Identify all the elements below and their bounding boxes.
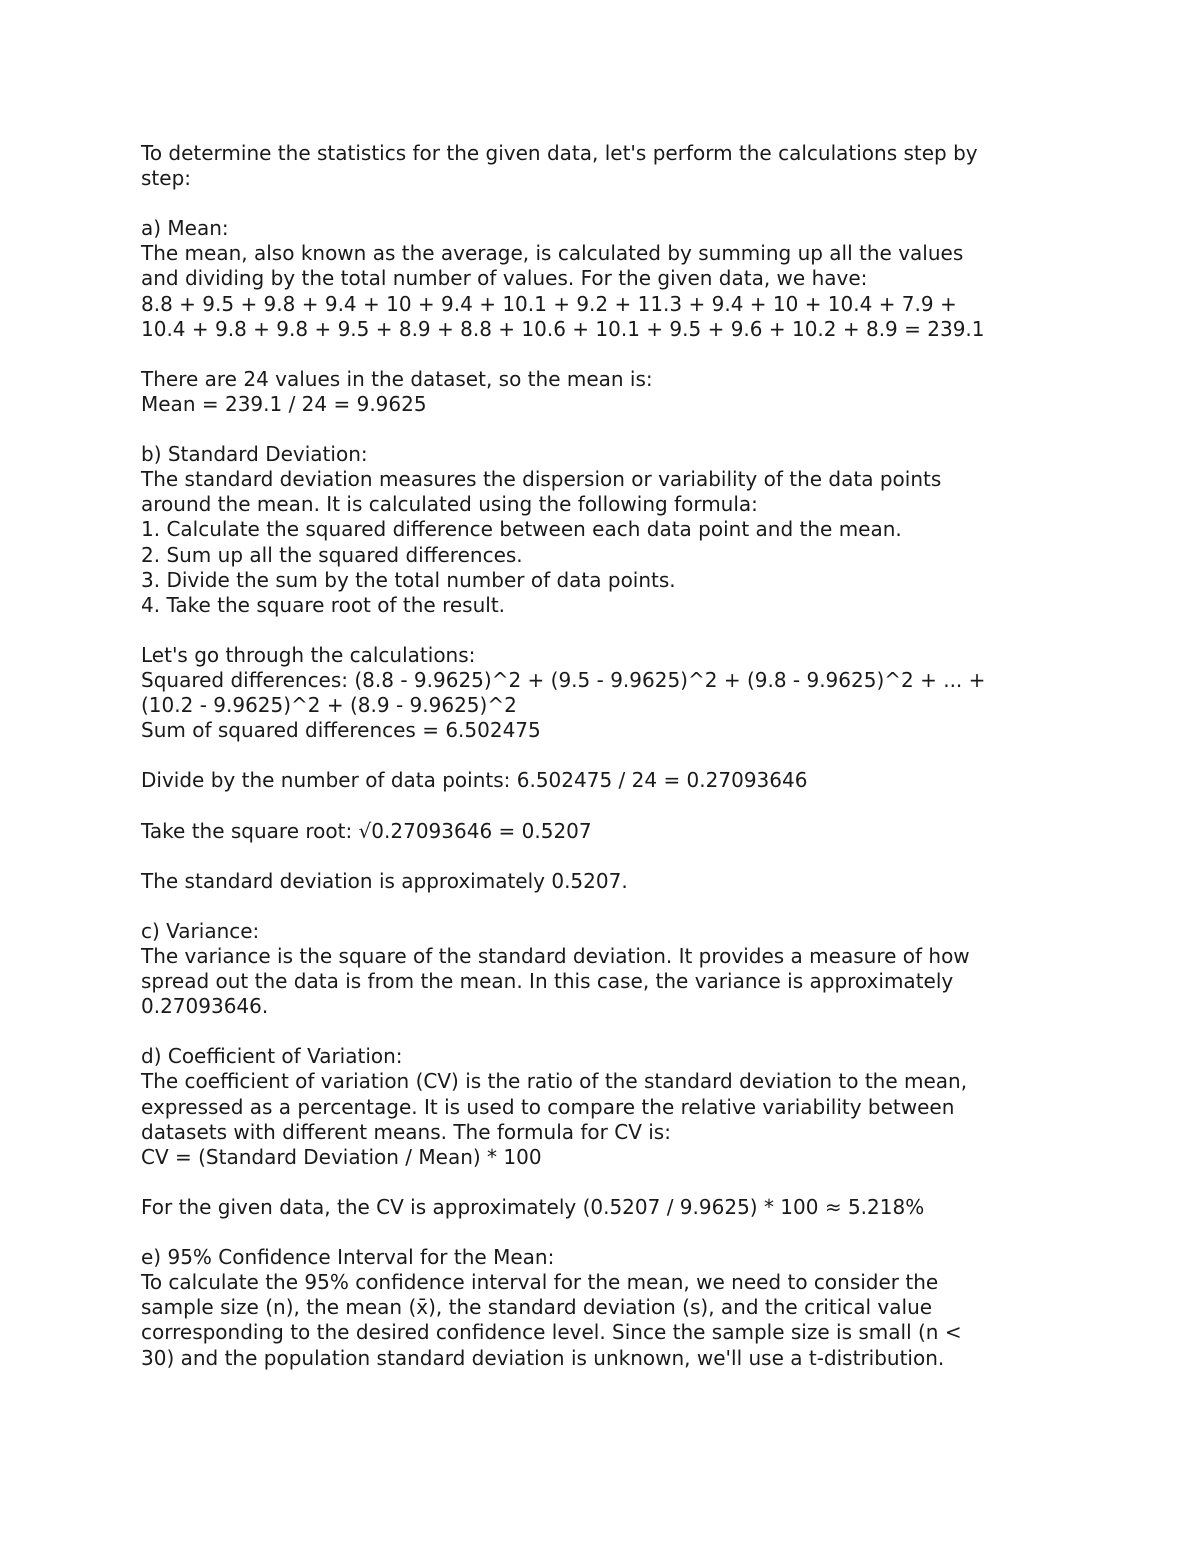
paragraph-gap <box>141 417 1061 442</box>
cv-text-line: The coefficient of variation (CV) is the ratio of the standard deviation to the mean, <box>141 1069 968 1094</box>
cv-result-line: For the given data, the CV is approximately (0.5207 / 9.9625) * 100 ≈ 5.218% <box>141 1194 925 1219</box>
paragraph-gap <box>141 342 1061 367</box>
intro-line: step: <box>141 166 191 191</box>
paragraph-gap <box>141 191 1061 216</box>
paragraph-gap <box>141 844 1061 869</box>
mean-count-line: There are 24 values in the dataset, so the mean is: <box>141 366 653 391</box>
paragraph-gap <box>141 1170 1061 1195</box>
variance-heading: c) Variance: <box>141 918 260 943</box>
mean-text-line: and dividing by the total number of values. For the given data, we have: <box>141 266 868 291</box>
std-dev-text-line: around the mean. It is calculated using the following formula: <box>141 492 758 517</box>
std-dev-calc-line: Squared differences: (8.8 - 9.9625)^2 + (9.5 - 9.9625)^2 + (9.8 - 9.9625)^2 + ... + <box>141 667 986 692</box>
cv-heading: d) Coefficient of Variation: <box>141 1044 403 1069</box>
mean-heading: a) Mean: <box>141 216 229 241</box>
mean-sum-line: 10.4 + 9.8 + 9.8 + 9.5 + 8.9 + 8.8 + 10.6 + 10.1 + 9.5 + 9.6 + 10.2 + 8.9 = 239.1 <box>141 316 985 341</box>
std-dev-text-line: The standard deviation measures the dispersion or variability of the data points <box>141 467 942 492</box>
std-dev-step: 4. Take the square root of the result. <box>141 592 506 617</box>
mean-text-line: The mean, also known as the average, is calculated by summing up all the values <box>141 241 964 266</box>
variance-text-line: The variance is the square of the standard deviation. It provides a measure of how <box>141 944 970 968</box>
std-dev-divide-line: Divide by the number of data points: 6.502475 / 24 = 0.27093646 <box>141 768 808 793</box>
document-page <box>141 141 1061 1371</box>
paragraph-gap <box>141 793 1061 818</box>
ci-text-line: sample size (n), the mean (x̄), the standard deviation (s), and the critical value <box>141 1295 933 1320</box>
std-dev-calc-line: (10.2 - 9.9625)^2 + (8.9 - 9.9625)^2 <box>141 693 517 718</box>
paragraph-gap <box>141 1220 1061 1245</box>
std-dev-step: 1. Calculate the squared difference between each data point and the mean. <box>141 517 902 542</box>
std-dev-heading: b) Standard Deviation: <box>141 442 368 467</box>
std-dev-conclusion-line: The standard deviation is approximately 0.5207. <box>141 868 628 893</box>
paragraph-gap <box>141 1019 1061 1044</box>
std-dev-step: 3. Divide the sum by the total number of data points. <box>141 567 676 592</box>
cv-text-line: expressed as a percentage. It is used to compare the relative variability between <box>141 1094 955 1119</box>
paragraph-gap <box>141 894 1061 919</box>
cv-text-line: datasets with different means. The formula for CV is: <box>141 1119 671 1144</box>
paragraph-gap <box>141 743 1061 768</box>
ci-heading: e) 95% Confidence Interval for the Mean: <box>141 1245 555 1270</box>
cv-formula-line: CV = (Standard Deviation / Mean) * 100 <box>141 1144 542 1169</box>
paragraph-gap <box>141 618 1061 643</box>
std-dev-calc-line: Sum of squared differences = 6.502475 <box>141 718 541 743</box>
mean-sum-line: 8.8 + 9.5 + 9.8 + 9.4 + 10 + 9.4 + 10.1 + 9.2 + 11.3 + 9.4 + 10 + 10.4 + 7.9 + <box>141 291 957 316</box>
std-dev-step: 2. Sum up all the squared differences. <box>141 542 523 567</box>
intro-line: To determine the statistics for the given data, let's perform the calculations step by <box>141 141 978 165</box>
variance-text-line: spread out the data is from the mean. In this case, the variance is approximately <box>141 969 954 994</box>
ci-text-line: 30) and the population standard deviation is unknown, we'll use a t-distribution. <box>141 1345 945 1370</box>
std-dev-calc-line: Let's go through the calculations: <box>141 642 476 667</box>
mean-result-line: Mean = 239.1 / 24 = 9.9625 <box>141 391 427 416</box>
variance-text-line: 0.27093646. <box>141 994 269 1019</box>
std-dev-sqrt-line: Take the square root: √0.27093646 = 0.5207 <box>141 818 592 843</box>
ci-text-line: corresponding to the desired confidence level. Since the sample size is small (n < <box>141 1320 962 1345</box>
ci-text-line: To calculate the 95% confidence interval for the mean, we need to consider the <box>141 1270 939 1295</box>
